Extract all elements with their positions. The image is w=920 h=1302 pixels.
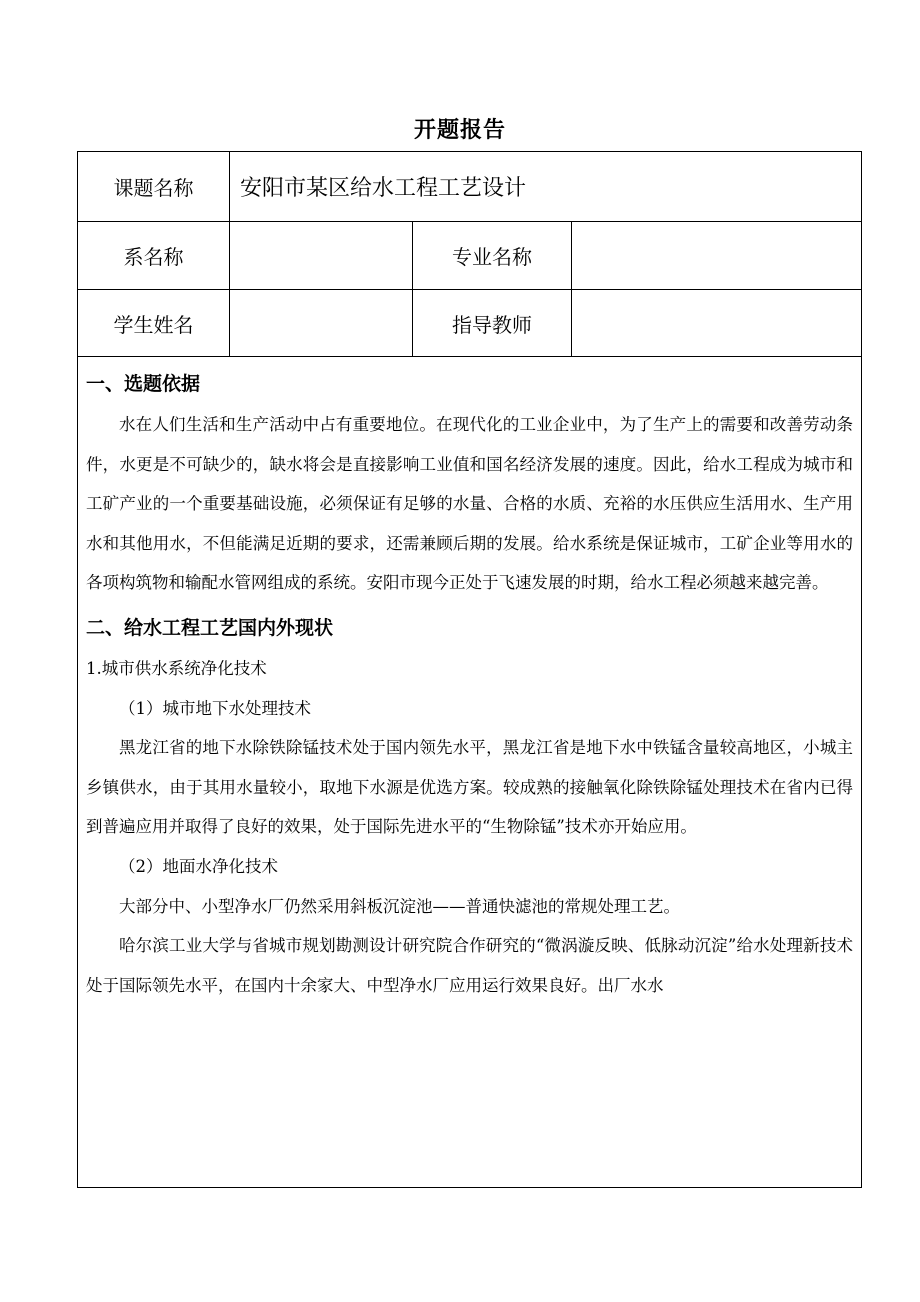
advisor-value[interactable] [572,290,861,356]
topic-label: 课题名称 [113,176,194,200]
paragraph: 黑龙江省的地下水除铁除锰技术处于国内领先水平，黑龙江省是地下水中铁锰含量较高地区，小城主乡镇供水，由于其用水量较小，取地下水源是优选方案。较成熟的接触氧化除铁除锰处理技术在省内已得到普遍应用并取得了良好的效果，处于国际先进水平的“生物除锰”技术亦开始应用。 [86,738,853,837]
department-label: 系名称 [123,245,184,269]
paragraph: 哈尔滨工业大学与省城市规划勘测设计研究院合作研究的“微涡漩反映、低脉动沉淀”给水处理新技术处于国际领先水平，在国内十余家大、中型净水厂应用运行效果良好。出厂水水 [86,936,853,995]
subsection-title: （2）地面水净化技术 [119,856,278,876]
major-label: 专业名称 [452,245,532,269]
section-heading: 一、选题依据 [86,373,201,395]
proposal-body [78,357,861,1005]
major-value[interactable] [572,222,861,289]
advisor-label: 指导教师 [452,312,532,337]
student-value[interactable] [230,290,412,356]
subsection-title: 1.城市供水系统净化技术 [86,658,267,678]
paragraph: 水在人们生活和生产活动中占有重要地位。在现代化的工业企业中，为了生产上的需要和改善劳动条件，水更是不可缺少的，缺水将会是直接影响工业值和国名经济发展的速度。因此，给水工程成为城市和工矿产业的一个重要基础设施，必须保证有足够的水量、合格的水质、充裕的水压供应生活用水、生产用水和其他用水，不但能满足近期的要求，还需兼顾后期的发展。给水系统是保证城市，工矿企业等用水的各项构筑物和输配水管网组成的系统。安阳市现今正处于飞速发展的时期，给水工程必须越来越完善。 [86,415,853,593]
department-value[interactable] [230,222,412,289]
document-title: 开题报告 [413,118,506,143]
section-heading: 二、给水工程工艺国内外现状 [86,616,334,639]
topic-value[interactable]: 安阳市某区给水工程工艺设计 [240,176,527,201]
proposal-form [77,151,862,1188]
paragraph: 大部分中、小型净水厂仍然采用斜板沉淀池——普通快滤池的常规处理工艺。 [119,896,680,916]
student-label: 学生姓名 [113,312,194,337]
subsection-title: （1）城市地下水处理技术 [119,698,311,718]
